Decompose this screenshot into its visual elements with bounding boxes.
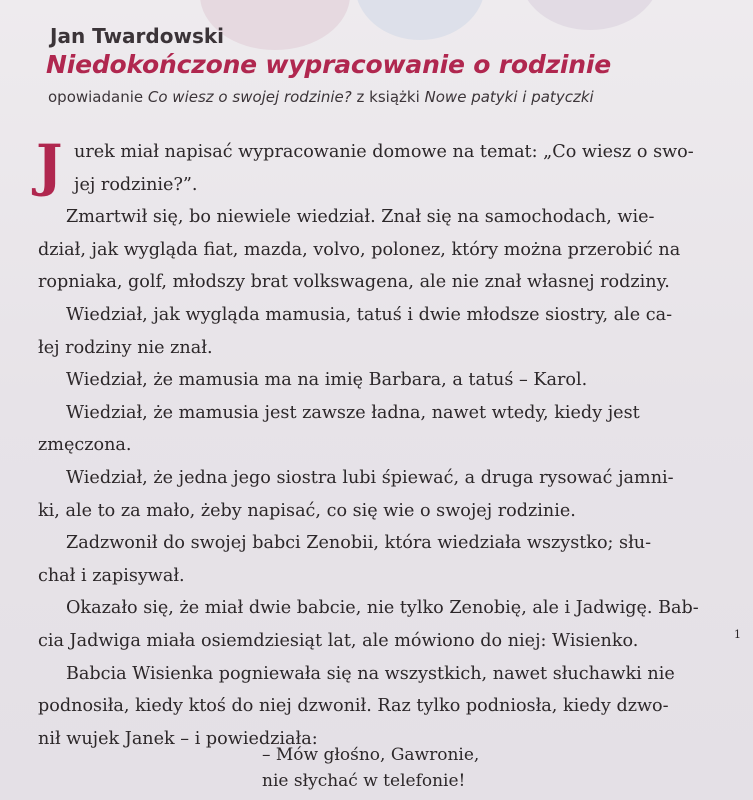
margin-line-number: 1 <box>734 628 741 641</box>
text-line: łej rodziny nie znał. <box>38 337 213 358</box>
story-title: Niedokończone wypracowanie o rodzinie <box>46 50 612 79</box>
dialogue-quote <box>262 742 479 794</box>
text-line: Wiedział, jak wygląda mamusia, tatuś i dwie młodsze siostry, ale ca- <box>66 304 673 325</box>
decorative-circle <box>520 0 660 30</box>
drop-cap: J <box>36 133 63 199</box>
dialogue-line: – Mów głośno, Gawronie, <box>262 745 480 765</box>
text-line: jej rodzinie?”. <box>74 174 198 195</box>
story-body <box>36 133 718 755</box>
text-line: Wiedział, że mamusia ma na imię Barbara, a tatuś – Karol. <box>66 370 588 391</box>
text-line: Wiedział, że mamusia jest zawsze ładna, nawet wtedy, kiedy jest <box>66 402 640 423</box>
subtitle-text: opowiadanie <box>48 88 148 106</box>
author-name: Jan Twardowski <box>50 24 225 48</box>
subtitle-story-name: Co wiesz o swojej rodzinie? <box>147 88 352 106</box>
text-line: Zmartwił się, bo niewiele wiedział. Znał się na samochodach, wie- <box>66 207 655 228</box>
text-line: zmęczona. <box>38 435 132 456</box>
text-line: nił wujek Janek – i powiedziała: <box>38 728 318 749</box>
decorative-circle <box>355 0 485 40</box>
text-line: chał i zapisywał. <box>38 565 185 586</box>
text-line: urek miał napisać wypracowanie domowe na temat: „Co wiesz o swo- <box>74 142 694 162</box>
text-line: podnosiła, kiedy ktoś do niej dzwonił. Raz tylko podniosła, kiedy dzwo- <box>38 696 669 717</box>
subtitle-text: z książki <box>351 88 425 106</box>
text-line: ropniaka, golf, młodszy brat volkswagena, ale nie znał własnej rodziny. <box>38 272 670 293</box>
text-line: ki, ale to za mało, żeby napisać, co się wie o swojej rodzinie. <box>38 500 576 521</box>
text-line: cia Jadwiga miała osiemdziesiąt lat, ale mówiono do niej: Wisienko. <box>38 630 639 651</box>
text-line: dział, jak wygląda fiat, mazda, volvo, polonez, który można przerobić na <box>38 239 681 260</box>
text-line: Okazało się, że miał dwie babcie, nie tylko Zenobię, ale i Jadwigę. Bab- <box>66 598 699 619</box>
story-subtitle <box>48 88 594 106</box>
dialogue-line: nie słychać w telefonie! <box>262 771 466 791</box>
subtitle-book-name: Nowe patyki i patyczki <box>424 88 594 106</box>
text-line: Wiedział, że jedna jego siostra lubi śpiewać, a druga rysować jamni- <box>66 467 674 488</box>
text-line: Babcia Wisienka pogniewała się na wszystkich, nawet słuchawki nie <box>66 663 675 684</box>
text-line: Zadzwonił do swojej babci Zenobii, która wiedziała wszystko; słu- <box>66 533 652 554</box>
